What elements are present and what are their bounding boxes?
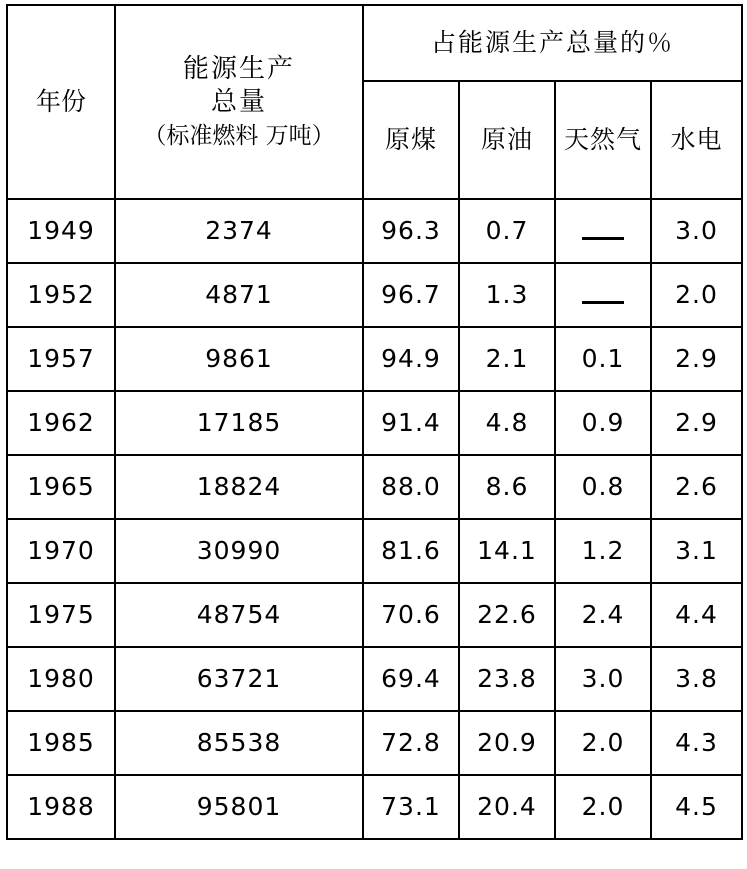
cell-oil: 14.1 (459, 519, 555, 583)
energy-production-table (6, 4, 743, 840)
cell-year: 1985 (7, 711, 115, 775)
cell-oil: 20.9 (459, 711, 555, 775)
cell-total: 85538 (115, 711, 363, 775)
cell-gas: 0.1 (555, 327, 651, 391)
cell-coal: 96.7 (363, 263, 459, 327)
cell-oil: 22.6 (459, 583, 555, 647)
column-header-hydro: 水电 (651, 81, 742, 199)
column-header-total-unit: （标准燃料 万吨） (143, 122, 335, 149)
cell-year: 1988 (7, 775, 115, 839)
cell-oil: 2.1 (459, 327, 555, 391)
cell-coal: 70.6 (363, 583, 459, 647)
cell-hydro: 2.0 (651, 263, 742, 327)
cell-total: 9861 (115, 327, 363, 391)
cell-coal: 94.9 (363, 327, 459, 391)
column-header-total (115, 5, 363, 199)
column-header-percent-group: 占能源生产总量的％ (363, 5, 742, 81)
cell-gas: 2.4 (555, 583, 651, 647)
cell-coal: 88.0 (363, 455, 459, 519)
cell-hydro: 2.6 (651, 455, 742, 519)
cell-gas: 1.2 (555, 519, 651, 583)
cell-gas: 0.8 (555, 455, 651, 519)
cell-gas (555, 263, 651, 327)
cell-total: 63721 (115, 647, 363, 711)
em-dash-icon (582, 225, 624, 240)
cell-total: 48754 (115, 583, 363, 647)
column-header-total-line1: 能源生产 (182, 54, 295, 85)
cell-year: 1980 (7, 647, 115, 711)
cell-year: 1957 (7, 327, 115, 391)
cell-hydro: 4.5 (651, 775, 742, 839)
cell-oil: 23.8 (459, 647, 555, 711)
cell-gas: 0.9 (555, 391, 651, 455)
cell-coal: 73.1 (363, 775, 459, 839)
table-row (7, 519, 742, 583)
cell-hydro: 4.4 (651, 583, 742, 647)
table-row (7, 263, 742, 327)
cell-oil: 4.8 (459, 391, 555, 455)
table-row (7, 647, 742, 711)
cell-total: 30990 (115, 519, 363, 583)
cell-total: 95801 (115, 775, 363, 839)
column-header-coal: 原煤 (363, 81, 459, 199)
table-row (7, 583, 742, 647)
cell-hydro: 2.9 (651, 327, 742, 391)
cell-coal: 72.8 (363, 711, 459, 775)
table-row (7, 775, 742, 839)
document-page (0, 4, 747, 869)
cell-hydro: 3.8 (651, 647, 742, 711)
cell-total: 17185 (115, 391, 363, 455)
cell-year: 1970 (7, 519, 115, 583)
cell-gas (555, 199, 651, 263)
cell-hydro: 3.0 (651, 199, 742, 263)
cell-gas: 2.0 (555, 711, 651, 775)
cell-year: 1962 (7, 391, 115, 455)
cell-total: 18824 (115, 455, 363, 519)
em-dash-icon (582, 289, 624, 304)
cell-hydro: 2.9 (651, 391, 742, 455)
column-header-oil: 原油 (459, 81, 555, 199)
cell-year: 1952 (7, 263, 115, 327)
cell-gas: 3.0 (555, 647, 651, 711)
cell-total: 4871 (115, 263, 363, 327)
table-header-row-1 (7, 5, 742, 81)
cell-year: 1949 (7, 199, 115, 263)
cell-oil: 1.3 (459, 263, 555, 327)
column-header-gas: 天然气 (555, 81, 651, 199)
cell-oil: 8.6 (459, 455, 555, 519)
cell-hydro: 3.1 (651, 519, 742, 583)
column-header-year: 年份 (7, 5, 115, 199)
cell-gas: 2.0 (555, 775, 651, 839)
cell-coal: 81.6 (363, 519, 459, 583)
cell-oil: 20.4 (459, 775, 555, 839)
column-header-total-line2: 总量 (210, 87, 267, 118)
cell-coal: 91.4 (363, 391, 459, 455)
table-row (7, 327, 742, 391)
cell-year: 1975 (7, 583, 115, 647)
table-row (7, 455, 742, 519)
cell-total: 2374 (115, 199, 363, 263)
cell-coal: 69.4 (363, 647, 459, 711)
cell-year: 1965 (7, 455, 115, 519)
cell-coal: 96.3 (363, 199, 459, 263)
cell-hydro: 4.3 (651, 711, 742, 775)
table-row (7, 199, 742, 263)
cell-oil: 0.7 (459, 199, 555, 263)
table-row (7, 391, 742, 455)
table-row (7, 711, 742, 775)
